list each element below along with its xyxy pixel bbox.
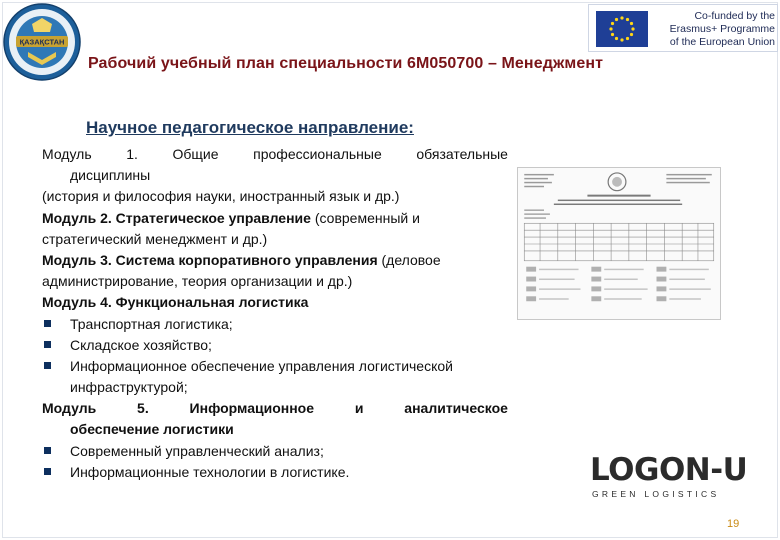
eu-funding-text	[655, 10, 775, 49]
square-bullet-icon	[44, 362, 51, 369]
module-1-word-c: Общие	[172, 146, 219, 162]
eu-flag-icon	[596, 11, 648, 47]
logo-text: ҚАЗАҚСТАН	[19, 37, 65, 47]
eu-line-2: Erasmus+ Programme	[669, 23, 775, 35]
module-2-rest: (современный и	[310, 209, 420, 226]
module-5-line	[42, 398, 508, 419]
curriculum-text	[42, 144, 508, 483]
list-item	[42, 314, 508, 335]
square-bullet-icon	[44, 447, 51, 454]
page-number: 19	[727, 518, 740, 530]
erasmus-badge	[588, 4, 778, 52]
logon-u-logo	[582, 448, 748, 506]
module-5-word-a: Модуль	[42, 400, 97, 417]
curriculum-document-image	[517, 167, 721, 320]
module-3-heading: Модуль 3. Система корпоративного управления	[42, 251, 378, 268]
section-subtitle: Научное педагогическое направление:	[86, 118, 414, 137]
list-item	[42, 335, 508, 356]
university-logo	[2, 2, 82, 82]
eu-line-3: of the European Union	[669, 36, 775, 48]
square-bullet-icon	[44, 320, 51, 327]
module-5-word-c: Информационное	[189, 400, 315, 417]
square-bullet-icon	[44, 468, 51, 475]
module-1-detail: (история и философия науки, иностранный язык и др.)	[42, 188, 400, 205]
module-1-word-a: Модуль	[42, 146, 92, 162]
module-2-line	[42, 208, 508, 229]
bullet-text: Современный управленческий анализ;	[70, 442, 324, 459]
list-item	[42, 462, 508, 483]
module-3-line	[42, 250, 508, 271]
module-3-rest: (деловое	[377, 251, 441, 268]
bullet-text: Транспортная логистика;	[70, 315, 233, 332]
module-2-cont: стратегический менеджмент и др.)	[42, 230, 268, 247]
bullet-text: Складское хозяйство;	[70, 336, 212, 353]
list-item	[42, 356, 508, 377]
page-title: Рабочий учебный план специальности 6М050700 – Менеджмент	[88, 55, 604, 72]
module-3-cont: администрирование, теория организации и др.)	[42, 273, 353, 290]
module-5-word-d: и	[354, 400, 364, 417]
bullet-cont: инфраструктурой;	[70, 379, 188, 396]
module-1-word-e: обязательные	[416, 146, 508, 162]
module-1-cont: дисциплины	[70, 167, 151, 184]
square-bullet-icon	[44, 341, 51, 348]
module-1-line	[42, 144, 508, 165]
bullet-text: Информационные технологии в логистике.	[70, 463, 350, 480]
module-5-word-e: аналитическое	[404, 400, 508, 417]
module-1-word-d: профессиональные	[253, 146, 382, 162]
module-1-word-b: 1.	[126, 146, 138, 162]
list-item	[42, 441, 508, 462]
bullet-text: Информационное обеспечение управления логистической	[70, 357, 453, 374]
logon-tagline: GREEN LOGISTICS	[592, 489, 720, 499]
logon-wordmark: LOGON-U	[590, 452, 748, 488]
module-5-word-b: 5.	[137, 400, 149, 417]
module-2-heading: Модуль 2. Стратегическое управление	[42, 209, 311, 226]
eu-line-1: Co-funded by the	[694, 10, 775, 22]
module-5-cont: обеспечение логистики	[70, 421, 234, 438]
module-4-heading: Модуль 4. Функциональная логистика	[42, 294, 309, 311]
